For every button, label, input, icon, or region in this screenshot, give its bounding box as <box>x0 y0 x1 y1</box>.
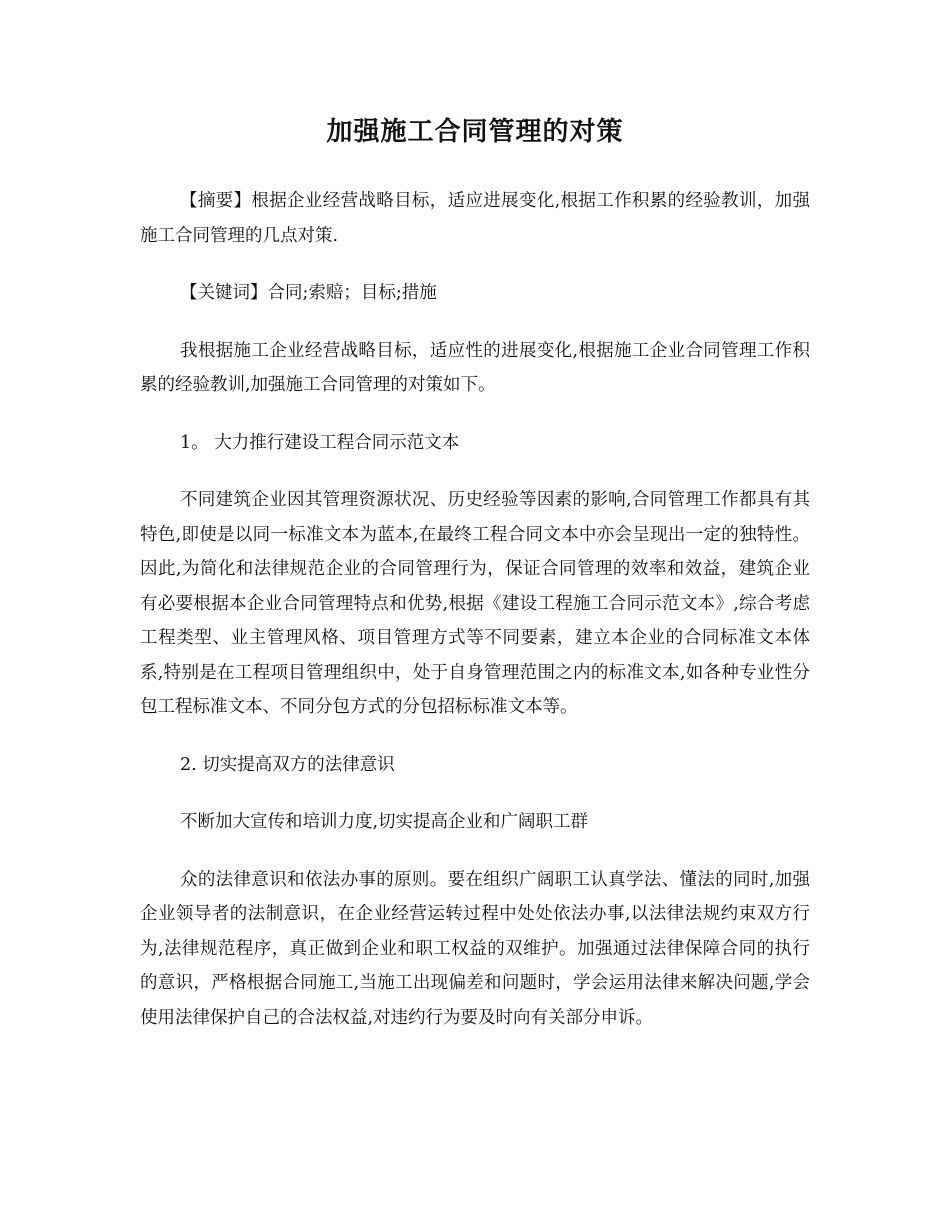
section-2-body: 众的法律意识和依法办事的原则。要在组织广阔职工认真学法、懂法的同时,加强企业领导者的法制意识，在企业经营运转过程中处处依法办事,以法律法规约束双方行为,法律规范程序，真正做到企业和职工权益的双维护。加强通过法律保障合同的执行的意识，严格根据合同施工,当施工出现偏差和问题时，学会运用法律来解决问题,学会使用法律保护自己的合法权益,对违约行为要及时向有关部分申诉。 <box>140 869 810 1028</box>
section-1-heading: 1。 大力推行建设工程合同示范文本 <box>180 432 460 453</box>
abstract-paragraph: 【摘要】根据企业经营战略目标，适应进展变化,根据工作积累的经验教训，加强施工合同管理的几点对策. <box>140 191 810 246</box>
document-title: 加强施工合同管理的对策 <box>326 117 624 147</box>
intro-paragraph: 我根据施工企业经营战略目标，适应性的进展变化,根据施工企业合同管理工作积累的经验教训,加强施工合同管理的对策如下。 <box>140 340 810 395</box>
section-1-body: 不同建筑企业因其管理资源状况、历史经验等因素的影响,合同管理工作都具有其特色,即使是以同一标准文本为蓝本,在最终工程合同文本中亦会呈现出一定的独特性。因此,为简化和法律规范企业的合同管理行为，保证合同管理的效率和效益，建筑企业有必要根据本企业合同管理特点和优势,根据《建设工程施工合同示范文本》,综合考虑工程类型、业主管理风格、项目管理方式等不同要素，建立本企业的合同标准文本体系,特别是在工程项目管理组织中，处于自身管理范围之内的标准文本,如各种专业性分包工程标准文本、不同分包方式的分包招标标准文本等。 <box>140 490 810 717</box>
section-2-lead-line: 不断加大宣传和培训力度,切实提高企业和广阔职工群 <box>180 812 589 832</box>
keywords-paragraph: 【关键词】合同;索赔；目标;措施 <box>180 283 437 303</box>
document-page <box>140 110 810 1058</box>
section-2-heading: 2. 切实提高双方的法律意识 <box>180 754 395 775</box>
